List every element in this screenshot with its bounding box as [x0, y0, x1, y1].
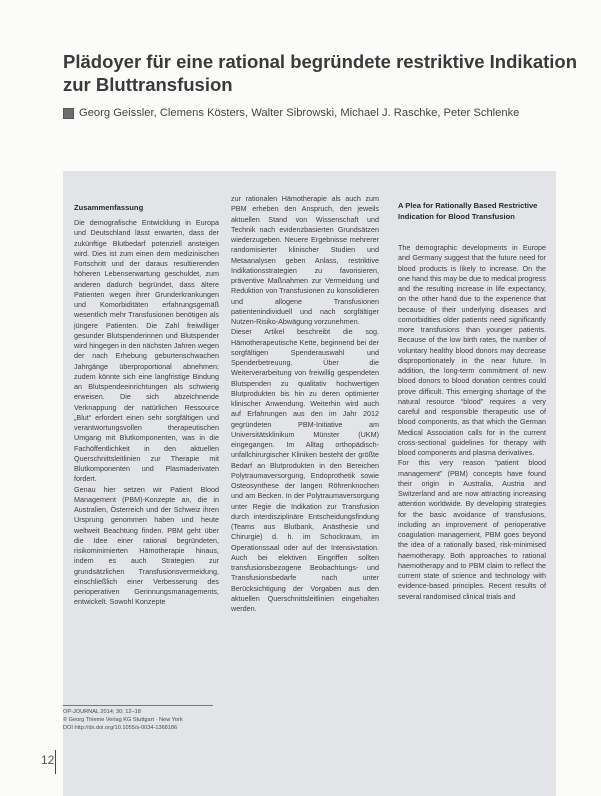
abstract-en-paragraph-2: For this very reason “patient blood management” (PBM) concepts have found their origin in Australia, Austria and Switzerland and are now attracting increasing attention worldwide. By developing strategies for the basic avoidance of transfusions, including an improvement of perioperative coagulation management, PBM goes beyond the idea of a rationally based, risk-minimised haemotherapy. Both approaches to rational haemotherapy and to PBM claim to reflect the current state of science and technology with evidence-based principles. Recent results of several randomised clinical trials and [398, 458, 546, 601]
doi-link[interactable]: DOI http://dx.doi.org/10.1055/s-0034-1368186 [63, 724, 178, 731]
page-number-divider [55, 750, 56, 774]
abstract-en-paragraph-1: The demographic developments in Europe and Germany suggest that the future need for blood products is likely to increase. On the one hand this may be due to medical progress and the resulting increase in life expectancy, on the other hand due to the experience that because of their underlying diseases and comorbidities older patients need significantly more transfusions than younger patients. Because of the low birth rates, the number of voluntary healthy blood donors may decrease disproportionately in the near future. In addition, the long-term commitment of new blood donors to blood donation centres could prove difficult. This emerging shortage of the natural resource “blood” requires a very careful and responsible therapeutic use of blood components, as that which the German Medical Association calls for in the current cross-sectional guidelines for therapy with blood components and plasma derivatives. [398, 243, 546, 457]
page-number: 12 [41, 753, 55, 767]
abstract-en-heading: A Plea for Rationally Based Restrictive Indication for Blood Transfusion [398, 201, 538, 221]
citation-footer [63, 705, 263, 732]
journal-citation: OP-JOURNAL 2014; 30: 12–18 [63, 709, 141, 715]
square-bullet-icon [63, 108, 74, 119]
publisher-copyright: © Georg Thieme Verlag KG Stuttgart · New York [63, 716, 183, 723]
abstract-de-paragraph-1: Die demografische Entwicklung in Europa und Deutschland lässt erwarten, dass der zukünftige Blutbedarf potenziell ansteigen wird. Dies ist zum einen dem medizinischen Fortschritt und der daraus resultierenden höheren Lebenserwartung geschuldet, zum anderen dadurch begründet, dass ältere Patienten wegen ihrer Grunderkrankungen und Komorbiditäten erfahrungsgemäß wesentlich mehr Transfusionen benötigen als jüngere Patienten. Die Zahl freiwilliger gesunder Blutspenderinnen und Blutspender wird hingegen in den nächsten Jahren wegen der nach Erhebung geburtenschwachen Jahrgänge überproportional abnehmen; zudem könnte sich eine langfristige Bindung an Blutspendeeinrichtungen als schwierig erweisen. Die sich abzeichnende Verknappung der natürlichen Ressource „Blut“ erfordert einen sehr sorgfältigen und verantwortungsvollen therapeutischen Umgang mit Blutkomponenten, was in die Fachöffentlichkeit in den aktuellen Querschnittsleitlinien zur Therapie mit Blutkomponenten und Plasmaderivaten fordert. [74, 218, 219, 484]
abstract-de-heading: Zusammenfassung [74, 203, 144, 212]
abstract-en-column [398, 243, 546, 776]
abstract-de-paragraph-3: zur rationalen Hämotherapie als auch zum PBM erheben den Anspruch, den jeweils aktuellen Stand von Wissenschaft und Technik nach evidenzbasierten Grundsätzen wiederzugeben. Neuere Ergebnisse mehrerer randomisierter klinischer Studien und Metaanalysen geben Anlass, restriktive Indikationsstrategien zu favorisieren, präventive Maßnahmen zur Vermeidung und Reduktion von Transfusionen zu konsolidieren und allogene Transfusionen patientenindividuell und nach sorgfältiger Nutzen-Risiko-Abwägung vorzunehmen. [231, 194, 379, 326]
abstract-de-paragraph-4: Dieser Artikel beschreibt die sog. Hämotherapeutische Kette, beginnend bei der sorgfältigen Spenderauswahl und Spenderbetreuung. Über die Weiterverarbeitung von freiwillig gespendeten Blutspenden zu qualitativ hochwertigen Blutprodukten bis hin zu deren optimierter klinischer Anwendung. Weiterhin wird auch auf Erfahrungen aus den im Jahr 2012 gegründeten PBM-Initiative am Universitätsklinikum Münster (UKM) eingegangen. Im Alltag orthopädisch-unfallchirurgischer Kliniken besteht der größte Bedarf an Blutprodukten in den Bereichen Polytraumaversorgung, Endoprothetik sowie Osteosynthese der langen Röhrenknochen und am Becken. In der Polytraumaversorgung unter Regie die Indikation zur Transfusion durch interdisziplinäre Entscheidungsfindung (Teams aus Blutbank, Anästhesie und Chirurgie) d. h. im Schockraum, im Operationssaal oder auf der Intensivstation. Auch bei elektiven Eingriffen sollten transfusionsbezogene Beobachtungs- und Transfusionsbedarfe nach unter Berücksichtigung der Vorgaben aus den aktuellen Querschnittsleitlinien eingehalten werden. [231, 327, 379, 613]
footer-rule [63, 705, 213, 706]
abstract-de-paragraph-2: Genau hier setzen wir Patient Blood Management (PBM)-Konzepte an, die in Australien, Österreich und der Schweiz ihren Ursprung genommen haben und heute weltweit Beachtung finden. PBM geht über die Idee einer rational begründeten, risikominimierten Hämotherapie hinaus, indem es auch Strategien zur grundsätzlichen Transfusionsvermeidung, einschließlich einer Verbesserung des perioperativen Gerinnungsmanagements, entwickelt. Sowohl Konzepte [74, 484, 219, 607]
abstract-de-column [74, 218, 219, 776]
author-line [63, 107, 598, 119]
author-names: Georg Geissler, Clemens Kösters, Walter Sibrowski, Michael J. Raschke, Peter Schlenke [79, 107, 520, 119]
article-title: Plädoyer für eine rational begründete restriktive Indikation zur Bluttransfusion [63, 51, 578, 95]
abstract-de-column-continued [231, 194, 379, 776]
